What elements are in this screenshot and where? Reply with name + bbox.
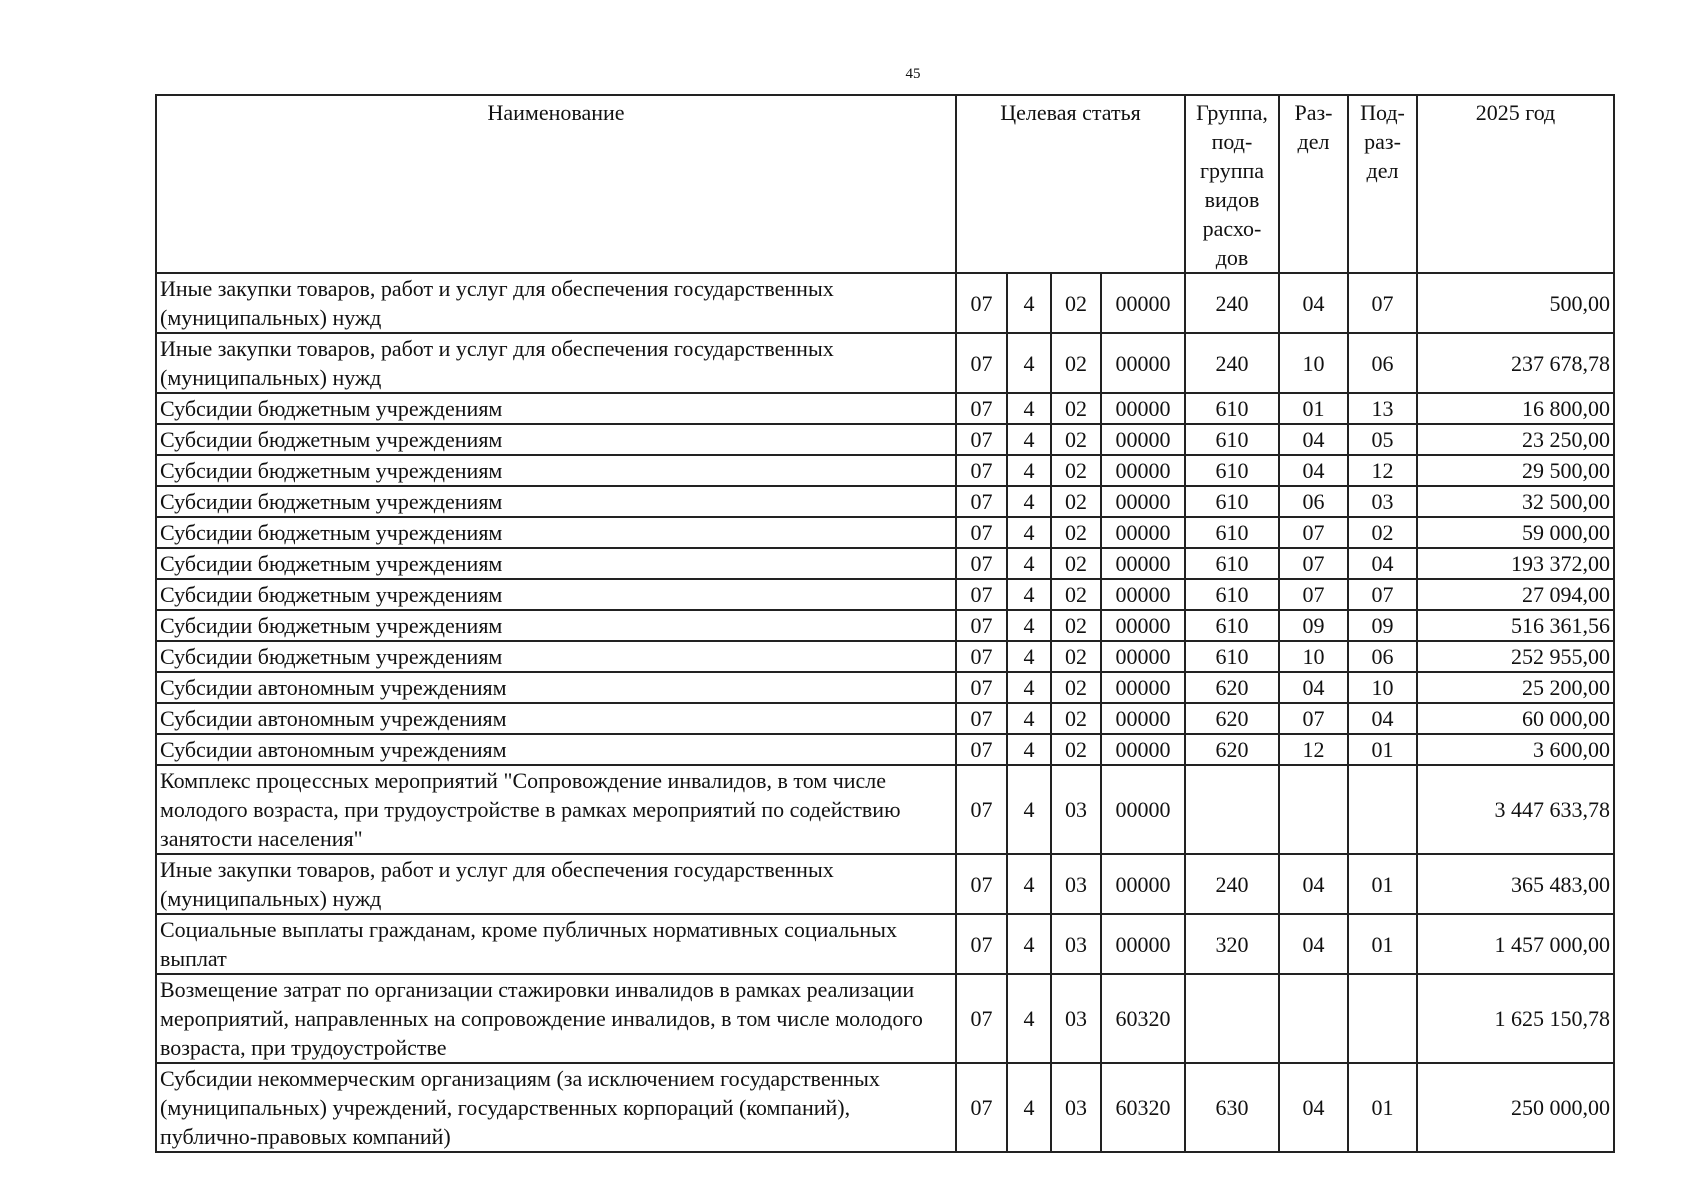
row-name-cell: Комплекс процессных мероприятий "Сопровождение инвалидов, в том числе молодого возраста, при трудоустройстве в рамках мероприятий по содействию занятости населения"	[156, 765, 956, 854]
page-number: 45	[905, 66, 921, 82]
section-cell: 04	[1279, 672, 1348, 703]
row-name-cell: Социальные выплаты гражданам, кроме публичных нормативных социальных выплат	[156, 914, 956, 974]
target-code-4-cell: 00000	[1101, 672, 1185, 703]
target-code-3-cell: 03	[1051, 765, 1101, 854]
amount-cell: 1 457 000,00	[1417, 914, 1614, 974]
target-code-3-cell: 03	[1051, 1063, 1101, 1152]
amount-cell: 237 678,78	[1417, 333, 1614, 393]
target-code-1-cell: 07	[956, 854, 1007, 914]
target-code-4-cell: 00000	[1101, 424, 1185, 455]
target-code-3-cell: 02	[1051, 672, 1101, 703]
target-code-2-cell: 4	[1007, 854, 1051, 914]
target-code-3-cell: 02	[1051, 610, 1101, 641]
target-code-3-cell: 02	[1051, 273, 1101, 333]
section-cell: 04	[1279, 1063, 1348, 1152]
target-code-1-cell: 07	[956, 548, 1007, 579]
subsection-cell: 07	[1348, 273, 1417, 333]
target-code-2-cell: 4	[1007, 672, 1051, 703]
expense-group-cell: 240	[1185, 333, 1279, 393]
amount-cell: 59 000,00	[1417, 517, 1614, 548]
expense-group-cell: 240	[1185, 273, 1279, 333]
section-cell: 07	[1279, 579, 1348, 610]
section-cell: 04	[1279, 455, 1348, 486]
amount-cell: 3 447 633,78	[1417, 765, 1614, 854]
target-code-3-cell: 02	[1051, 455, 1101, 486]
target-code-4-cell: 00000	[1101, 641, 1185, 672]
expense-group-cell	[1185, 974, 1279, 1063]
expense-group-cell: 240	[1185, 854, 1279, 914]
expense-group-cell: 320	[1185, 914, 1279, 974]
target-code-1-cell: 07	[956, 455, 1007, 486]
budget-table	[155, 94, 1615, 1153]
row-name-cell: Субсидии бюджетным учреждениям	[156, 610, 956, 641]
target-code-3-cell: 02	[1051, 486, 1101, 517]
target-code-2-cell: 4	[1007, 974, 1051, 1063]
target-code-2-cell: 4	[1007, 610, 1051, 641]
row-name-cell: Субсидии бюджетным учреждениям	[156, 393, 956, 424]
amount-cell: 250 000,00	[1417, 1063, 1614, 1152]
target-code-2-cell: 4	[1007, 424, 1051, 455]
target-code-1-cell: 07	[956, 974, 1007, 1063]
target-code-4-cell: 60320	[1101, 974, 1185, 1063]
target-code-3-cell: 02	[1051, 734, 1101, 765]
target-code-1-cell: 07	[956, 914, 1007, 974]
subsection-cell: 02	[1348, 517, 1417, 548]
row-name-cell: Субсидии бюджетным учреждениям	[156, 424, 956, 455]
table-row	[156, 703, 1614, 734]
target-code-1-cell: 07	[956, 486, 1007, 517]
target-code-3-cell: 03	[1051, 974, 1101, 1063]
subsection-cell: 07	[1348, 579, 1417, 610]
subsection-cell	[1348, 974, 1417, 1063]
target-code-1-cell: 07	[956, 273, 1007, 333]
expense-group-cell: 620	[1185, 672, 1279, 703]
target-code-3-cell: 02	[1051, 333, 1101, 393]
table-body	[156, 273, 1614, 1152]
target-code-4-cell: 00000	[1101, 610, 1185, 641]
row-name-cell: Субсидии бюджетным учреждениям	[156, 579, 956, 610]
subsection-cell: 04	[1348, 703, 1417, 734]
target-code-4-cell: 00000	[1101, 517, 1185, 548]
target-code-2-cell: 4	[1007, 914, 1051, 974]
target-code-1-cell: 07	[956, 333, 1007, 393]
target-code-1-cell: 07	[956, 641, 1007, 672]
subsection-cell: 04	[1348, 548, 1417, 579]
row-name-cell: Субсидии бюджетным учреждениям	[156, 486, 956, 517]
row-name-cell: Субсидии бюджетным учреждениям	[156, 517, 956, 548]
amount-cell: 29 500,00	[1417, 455, 1614, 486]
amount-cell: 193 372,00	[1417, 548, 1614, 579]
header-section: Раз- дел	[1279, 95, 1348, 273]
target-code-3-cell: 02	[1051, 393, 1101, 424]
section-cell: 04	[1279, 273, 1348, 333]
table-row	[156, 854, 1614, 914]
row-name-cell: Иные закупки товаров, работ и услуг для обеспечения государственных (муниципальных) нужд	[156, 333, 956, 393]
target-code-3-cell: 02	[1051, 579, 1101, 610]
target-code-2-cell: 4	[1007, 455, 1051, 486]
target-code-3-cell: 02	[1051, 517, 1101, 548]
section-cell: 07	[1279, 703, 1348, 734]
target-code-1-cell: 07	[956, 1063, 1007, 1152]
row-name-cell: Субсидии бюджетным учреждениям	[156, 455, 956, 486]
section-cell: 07	[1279, 517, 1348, 548]
header-name: Наименование	[156, 95, 956, 273]
table-row	[156, 486, 1614, 517]
table-row	[156, 1063, 1614, 1152]
amount-cell: 25 200,00	[1417, 672, 1614, 703]
table-row	[156, 734, 1614, 765]
table-row	[156, 641, 1614, 672]
target-code-4-cell: 00000	[1101, 854, 1185, 914]
section-cell: 12	[1279, 734, 1348, 765]
expense-group-cell: 610	[1185, 610, 1279, 641]
target-code-3-cell: 03	[1051, 914, 1101, 974]
expense-group-cell: 620	[1185, 734, 1279, 765]
table-row	[156, 672, 1614, 703]
table-header-row	[156, 95, 1614, 273]
target-code-1-cell: 07	[956, 610, 1007, 641]
target-code-1-cell: 07	[956, 672, 1007, 703]
target-code-2-cell: 4	[1007, 548, 1051, 579]
target-code-2-cell: 4	[1007, 703, 1051, 734]
table-row	[156, 548, 1614, 579]
amount-cell: 16 800,00	[1417, 393, 1614, 424]
target-code-4-cell: 00000	[1101, 273, 1185, 333]
header-subsection: Под- раз- дел	[1348, 95, 1417, 273]
table-row	[156, 610, 1614, 641]
subsection-cell: 05	[1348, 424, 1417, 455]
amount-cell: 1 625 150,78	[1417, 974, 1614, 1063]
table-row	[156, 393, 1614, 424]
row-name-cell: Субсидии бюджетным учреждениям	[156, 641, 956, 672]
expense-group-cell: 610	[1185, 579, 1279, 610]
row-name-cell: Возмещение затрат по организации стажировки инвалидов в рамках реализации мероприятий, направленных на сопровождение инвалидов, в том числе молодого возраста, при трудоустройстве	[156, 974, 956, 1063]
target-code-4-cell: 00000	[1101, 548, 1185, 579]
section-cell: 10	[1279, 641, 1348, 672]
amount-cell: 60 000,00	[1417, 703, 1614, 734]
section-cell	[1279, 765, 1348, 854]
target-code-1-cell: 07	[956, 517, 1007, 548]
expense-group-cell: 610	[1185, 424, 1279, 455]
expense-group-cell: 610	[1185, 393, 1279, 424]
table-row	[156, 333, 1614, 393]
target-code-2-cell: 4	[1007, 333, 1051, 393]
table-row	[156, 579, 1614, 610]
table-row	[156, 765, 1614, 854]
target-code-4-cell: 00000	[1101, 333, 1185, 393]
target-code-3-cell: 02	[1051, 424, 1101, 455]
amount-cell: 32 500,00	[1417, 486, 1614, 517]
expense-group-cell	[1185, 765, 1279, 854]
amount-cell: 500,00	[1417, 273, 1614, 333]
row-name-cell: Иные закупки товаров, работ и услуг для обеспечения государственных (муниципальных) нужд	[156, 854, 956, 914]
subsection-cell: 01	[1348, 1063, 1417, 1152]
row-name-cell: Субсидии некоммерческим организациям (за исключением государственных (муниципальных) учреждений, государственных корпораций (компаний), публично-правовых компаний)	[156, 1063, 956, 1152]
amount-cell: 252 955,00	[1417, 641, 1614, 672]
row-name-cell: Субсидии автономным учреждениям	[156, 672, 956, 703]
table-row	[156, 974, 1614, 1063]
target-code-1-cell: 07	[956, 734, 1007, 765]
target-code-4-cell: 00000	[1101, 914, 1185, 974]
subsection-cell: 09	[1348, 610, 1417, 641]
section-cell: 06	[1279, 486, 1348, 517]
target-code-3-cell: 02	[1051, 548, 1101, 579]
subsection-cell: 13	[1348, 393, 1417, 424]
table-row	[156, 517, 1614, 548]
subsection-cell	[1348, 765, 1417, 854]
section-cell: 07	[1279, 548, 1348, 579]
section-cell: 01	[1279, 393, 1348, 424]
target-code-2-cell: 4	[1007, 486, 1051, 517]
target-code-4-cell: 00000	[1101, 734, 1185, 765]
section-cell	[1279, 974, 1348, 1063]
amount-cell: 23 250,00	[1417, 424, 1614, 455]
section-cell: 10	[1279, 333, 1348, 393]
target-code-2-cell: 4	[1007, 393, 1051, 424]
target-code-2-cell: 4	[1007, 517, 1051, 548]
target-code-1-cell: 07	[956, 579, 1007, 610]
table-row	[156, 914, 1614, 974]
target-code-3-cell: 02	[1051, 641, 1101, 672]
section-cell: 04	[1279, 854, 1348, 914]
target-code-2-cell: 4	[1007, 641, 1051, 672]
row-name-cell: Субсидии автономным учреждениям	[156, 734, 956, 765]
target-code-4-cell: 00000	[1101, 486, 1185, 517]
target-code-2-cell: 4	[1007, 734, 1051, 765]
target-code-4-cell: 00000	[1101, 703, 1185, 734]
section-cell: 09	[1279, 610, 1348, 641]
target-code-3-cell: 03	[1051, 854, 1101, 914]
expense-group-cell: 610	[1185, 517, 1279, 548]
table-row	[156, 455, 1614, 486]
target-code-1-cell: 07	[956, 424, 1007, 455]
row-name-cell: Субсидии автономным учреждениям	[156, 703, 956, 734]
target-code-1-cell: 07	[956, 393, 1007, 424]
target-code-2-cell: 4	[1007, 1063, 1051, 1152]
expense-group-cell: 610	[1185, 641, 1279, 672]
subsection-cell: 10	[1348, 672, 1417, 703]
row-name-cell: Субсидии бюджетным учреждениям	[156, 548, 956, 579]
target-code-1-cell: 07	[956, 765, 1007, 854]
subsection-cell: 01	[1348, 914, 1417, 974]
target-code-2-cell: 4	[1007, 273, 1051, 333]
header-expense-group: Группа, под- группа видов расхо- дов	[1185, 95, 1279, 273]
expense-group-cell: 620	[1185, 703, 1279, 734]
subsection-cell: 03	[1348, 486, 1417, 517]
subsection-cell: 01	[1348, 854, 1417, 914]
target-code-4-cell: 00000	[1101, 765, 1185, 854]
row-name-cell: Иные закупки товаров, работ и услуг для обеспечения государственных (муниципальных) нужд	[156, 273, 956, 333]
target-code-2-cell: 4	[1007, 579, 1051, 610]
target-code-4-cell: 60320	[1101, 1063, 1185, 1152]
expense-group-cell: 610	[1185, 548, 1279, 579]
amount-cell: 27 094,00	[1417, 579, 1614, 610]
table-row	[156, 424, 1614, 455]
subsection-cell: 06	[1348, 641, 1417, 672]
target-code-2-cell: 4	[1007, 765, 1051, 854]
section-cell: 04	[1279, 424, 1348, 455]
target-code-1-cell: 07	[956, 703, 1007, 734]
expense-group-cell: 610	[1185, 455, 1279, 486]
amount-cell: 365 483,00	[1417, 854, 1614, 914]
subsection-cell: 12	[1348, 455, 1417, 486]
subsection-cell: 06	[1348, 333, 1417, 393]
header-target-article: Целевая статья	[956, 95, 1185, 273]
amount-cell: 3 600,00	[1417, 734, 1614, 765]
expense-group-cell: 630	[1185, 1063, 1279, 1152]
amount-cell: 516 361,56	[1417, 610, 1614, 641]
header-year: 2025 год	[1417, 95, 1614, 273]
target-code-4-cell: 00000	[1101, 579, 1185, 610]
target-code-3-cell: 02	[1051, 703, 1101, 734]
target-code-4-cell: 00000	[1101, 393, 1185, 424]
subsection-cell: 01	[1348, 734, 1417, 765]
expense-group-cell: 610	[1185, 486, 1279, 517]
section-cell: 04	[1279, 914, 1348, 974]
target-code-4-cell: 00000	[1101, 455, 1185, 486]
table-row	[156, 273, 1614, 333]
